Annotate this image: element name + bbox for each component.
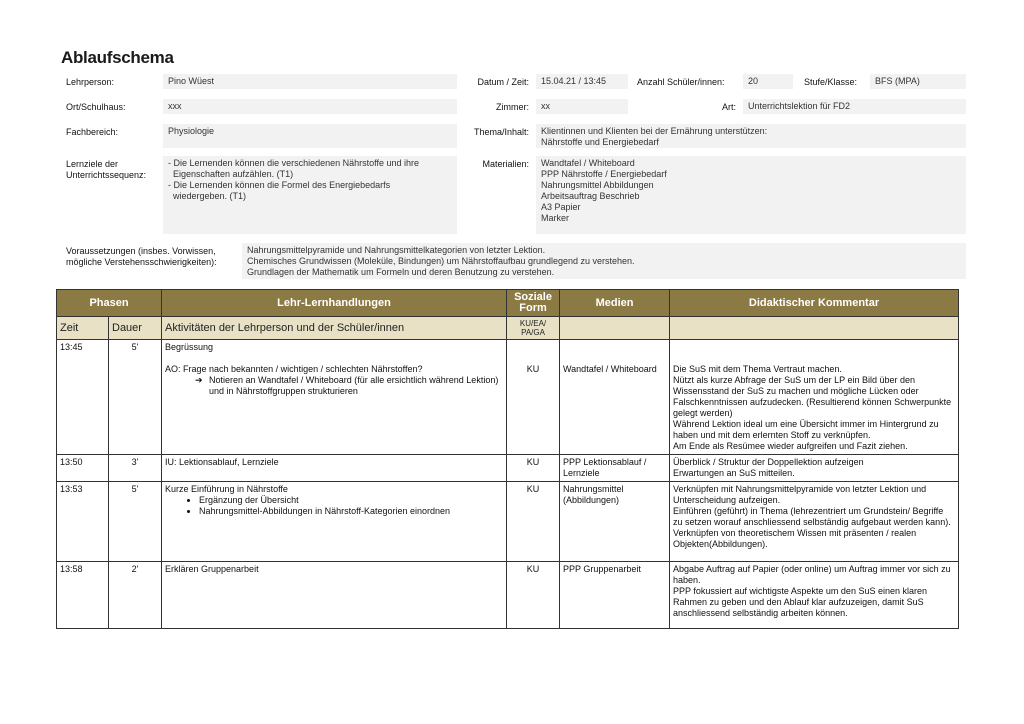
row-kommentar xyxy=(670,482,959,562)
row-aktivitaet xyxy=(162,340,507,455)
row-aktivitaet xyxy=(162,455,507,482)
row-zeit: 13:58 xyxy=(57,562,109,629)
row-dauer: 5' xyxy=(109,340,162,455)
anzahl-value: 20 xyxy=(743,74,793,89)
voraussetzungen-value xyxy=(242,243,966,279)
lernziele-label-line: Unterrichtssequenz: xyxy=(66,170,147,180)
table-row xyxy=(57,562,959,629)
voraussetzungen-label-line: mögliche Verstehensschwierigkeiten): xyxy=(66,257,217,267)
lernziele-line: - Die Lernenden können die Formel des Energiebedarfs xyxy=(168,180,391,190)
activity-title: Kurze Einführung in Nährstoffe xyxy=(165,484,288,494)
stufe-label: Stufe/Klasse: xyxy=(804,77,858,87)
lernziele-line: - Die Lernenden können die verschiedenen Nährstoffe und ihre xyxy=(168,158,420,168)
row-zeit: 13:50 xyxy=(57,455,109,482)
lehrperson-label: Lehrperson: xyxy=(66,77,115,87)
stufe-value: BFS (MPA) xyxy=(870,74,966,89)
lernziele-label-line: Lernziele der xyxy=(66,159,119,169)
table-header-row xyxy=(57,290,959,317)
thema-line: Klientinnen und Klienten bei der Ernährung unterstützen: xyxy=(541,126,768,136)
activity-bullet: • Nahrungsmittel-Abbildungen in Nährstoff-Kategorien einordnen xyxy=(199,506,503,517)
table-row xyxy=(57,340,959,455)
lesson-plan-table xyxy=(56,289,959,629)
kommentar-line: Während Lektion ideal um eine Übersicht immer im Hintergrund zu haben und mit dem erlernten Stoff zu verknüpfen. xyxy=(673,419,939,440)
kommentar-line: Nützt als kurze Abfrage der SuS um der LP ein Bild über den Wissensstand der SuS zu machen und mögliche Lücken oder Falschkenntnissen aufzudecken. (Resultierend können Schwerpunkte gelegt werden) xyxy=(673,375,952,418)
subheader-zeit: Zeit xyxy=(57,317,109,340)
material-item: Wandtafel / Whiteboard xyxy=(541,158,635,168)
row-form: KU xyxy=(507,482,560,562)
material-item: A3 Papier xyxy=(541,202,581,212)
kommentar-line: Verknüpfen von theoretischem Wissen mit präsenten / realen Objekten(Abbildungen). xyxy=(673,528,917,549)
voraussetzung-line: Chemisches Grundwissen (Moleküle, Bindungen) um Nährstoffaufbau grundlegend zu verstehen. xyxy=(247,256,635,266)
materialien-label: Materialien: xyxy=(482,159,529,169)
anzahl-label: Anzahl Schüler/innen: xyxy=(637,77,725,87)
subheader-medien-empty xyxy=(560,317,670,340)
lernziele-line: Eigenschaften aufzählen. (T1) xyxy=(173,169,294,179)
row-zeit: 13:45 xyxy=(57,340,109,455)
activity-title: Begrüssung xyxy=(165,342,214,352)
medien-value: Wandtafel / Whiteboard xyxy=(563,364,657,374)
row-medien xyxy=(560,340,670,455)
art-value: Unterrichtslektion für FD2 xyxy=(743,99,966,114)
row-medien: PPP Gruppenarbeit xyxy=(560,562,670,629)
materialien-value xyxy=(536,156,966,234)
row-medien: PPP Lektionsablauf / Lernziele xyxy=(560,455,670,482)
zimmer-label: Zimmer: xyxy=(496,102,529,112)
row-dauer: 2' xyxy=(109,562,162,629)
table-row xyxy=(57,455,959,482)
subheader-dauer: Dauer xyxy=(109,317,162,340)
header-lehr-lernhandlungen: Lehr-Lernhandlungen xyxy=(162,290,507,317)
subheader-form-codes: KU/EA/ PA/GA xyxy=(507,317,560,340)
activity-bullet: • Ergänzung der Übersicht xyxy=(199,495,503,506)
kommentar-line: Überblick / Struktur der Doppellektion aufzeigen xyxy=(673,457,864,467)
subheader-aktivitaeten: Aktivitäten der Lehrperson und der Schüler/innen xyxy=(162,317,507,340)
header-didaktischer-kommentar: Didaktischer Kommentar xyxy=(670,290,959,317)
row-aktivitaet xyxy=(162,562,507,629)
material-item: Nahrungsmittel Abbildungen xyxy=(541,180,654,190)
voraussetzung-line: Grundlagen der Mathematik um Formeln und deren Benutzung zu verstehen. xyxy=(247,267,555,277)
row-kommentar xyxy=(670,562,959,629)
row-dauer: 5' xyxy=(109,482,162,562)
row-form: KU xyxy=(507,455,560,482)
thema-value xyxy=(536,124,966,148)
form-value: KU xyxy=(526,364,540,374)
material-item: Marker xyxy=(541,213,570,223)
page-title: Ablaufschema xyxy=(61,48,174,67)
header-phasen: Phasen xyxy=(57,290,162,317)
row-medien: Nahrungsmittel (Abbildungen) xyxy=(560,482,670,562)
row-zeit: 13:53 xyxy=(57,482,109,562)
kommentar-line: Erwartungen an SuS mitteilen. xyxy=(673,468,795,478)
header-medien: Medien xyxy=(560,290,670,317)
kommentar-line: Am Ende als Resümee wieder aufgreifen und Fazit ziehen. xyxy=(673,441,908,451)
table-row xyxy=(57,482,959,562)
row-aktivitaet xyxy=(162,482,507,562)
row-kommentar xyxy=(670,340,959,455)
arrow-right-icon: ➔ xyxy=(195,375,203,385)
fachbereich-label: Fachbereich: xyxy=(66,127,119,137)
row-dauer: 3' xyxy=(109,455,162,482)
zimmer-value: xx xyxy=(536,99,628,114)
kommentar-line: Verknüpfen mit Nahrungsmittelpyramide von letzter Lektion und Unterscheidung aufzeigen. xyxy=(673,484,927,505)
table-subheader-row xyxy=(57,317,959,340)
row-form: KU xyxy=(507,562,560,629)
ort-label: Ort/Schulhaus: xyxy=(66,102,126,112)
lernziele-value xyxy=(163,156,457,234)
activity-bullet-list xyxy=(165,495,503,517)
row-form xyxy=(507,340,560,455)
thema-line: Nährstoffe und Energiebedarf xyxy=(541,137,659,147)
datum-value: 15.04.21 / 13:45 xyxy=(536,74,628,89)
arrow-item-text: Notieren an Wandtafel / Whiteboard (für alle ersichtlich während Lektion) und in Nährstoffgruppen strukturieren xyxy=(209,375,499,396)
activity-title: Erklären Gruppenarbeit xyxy=(165,564,259,574)
lernziele-line: wiedergeben. (T1) xyxy=(173,191,247,201)
subheader-kommentar-empty xyxy=(670,317,959,340)
voraussetzung-line: Nahrungsmittelpyramide und Nahrungsmittelkategorien von letzter Lektion. xyxy=(247,245,546,255)
ort-value: xxx xyxy=(163,99,457,114)
activity-ao: AO: Frage nach bekannten / wichtigen / schlechten Nährstoffen? xyxy=(165,364,423,374)
thema-label: Thema/Inhalt: xyxy=(473,127,529,137)
kommentar-line: Abgabe Auftrag auf Papier (oder online) um Auftrag immer vor sich zu haben. xyxy=(673,564,951,585)
lernziele-label xyxy=(66,159,146,181)
material-item: Arbeitsauftrag Beschrieb xyxy=(541,191,640,201)
lehrperson-value: Pino Wüest xyxy=(163,74,457,89)
art-label: Art: xyxy=(721,102,736,112)
material-item: PPP Nährstoffe / Energiebedarf xyxy=(541,169,667,179)
voraussetzungen-label xyxy=(66,246,217,268)
fachbereich-value: Physiologie xyxy=(163,124,457,148)
datum-label: Datum / Zeit: xyxy=(477,77,529,87)
row-kommentar xyxy=(670,455,959,482)
kommentar-line: PPP fokussiert auf wichtigste Aspekte um den SuS einen klaren Rahmen zu geben und den Ablauf klar aufzuzeigen, damit SuS anschliessend selbständig arbeiten können. xyxy=(673,586,927,618)
activity-arrow-item xyxy=(165,375,503,397)
activity-title: IU: Lektionsablauf, Lernziele xyxy=(165,457,279,467)
kommentar-line: Die SuS mit dem Thema Vertraut machen. xyxy=(673,364,842,374)
header-soziale-form: Soziale Form xyxy=(507,290,560,317)
voraussetzungen-label-line: Voraussetzungen (insbes. Vorwissen, xyxy=(66,246,216,256)
kommentar-line: Einführen (geführt) in Thema (lehrezentriert um Grundstein/ Begriffe zu setzen worauf anschliessend selbständig aufgebaut werden kann). xyxy=(673,506,951,527)
